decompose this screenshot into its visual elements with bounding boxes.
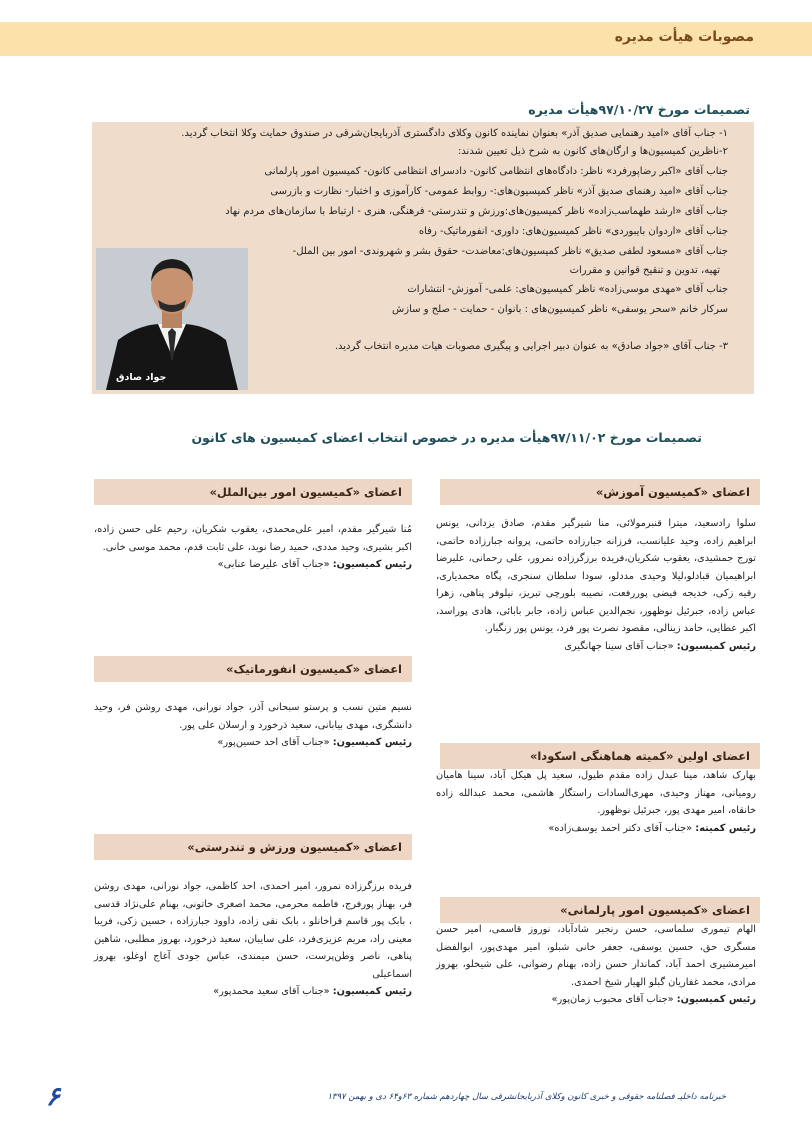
portrait-illustration <box>96 248 248 390</box>
international-commission-heading <box>94 479 412 505</box>
section1-line: ۳- جناب آقای «جواد صادق» به عنوان دبیر اجرایی و پیگیری مصوبات هیات مدیره انتخاب گردید. <box>334 341 728 352</box>
members-text: مُنا شیرگیر مقدم، امیر علی‌محمدی، یعقوب شکریان، رحیم علی حسن زاده، اکبر بشیری، وحید مددی، حمید رضا نوید، علی ثابت قدم، محمد موسی خانی. <box>94 524 412 553</box>
chair-label: رئیس کمیته: <box>695 822 756 834</box>
parliamentary-commission-heading <box>440 897 760 923</box>
chair-value: «جناب آقای علیرضا عنابی» <box>217 559 330 570</box>
members-text: نسیم متین نسب و پرستو سبحانی آذر، جواد نورانی، مهدی روشن فر، وحید دانشگری، مهدی بیابانی، سعید ذرخورد و ارسلان علی پور. <box>94 702 412 731</box>
members-text: بهارک شاهد، مینا عبدل زاده مقدم طیول، سعید پل هیکل آباد، سینا هامیان رومیانی، مهناز وحیدی، مهری‌السادات راستگار هاشمی، محمد عبدالله زاده خانقاه، امیر مهدی پور، جبرئیل نوظهور. <box>436 770 756 816</box>
chair-label: رئیس کمیسیون: <box>676 994 756 1005</box>
education-members <box>436 515 756 655</box>
chair-label: رئیس کمیسیون: <box>332 559 412 570</box>
section1-line: تهیه، تدوین و تنقیح قوانین و مقررات <box>569 265 720 276</box>
section1-line: جناب آقای «اکبر رضاپورفرد» ناظر: دادگاه‌های انتظامی کانون- دادسرای انتظامی کانون- کمیسیون امور پارلمانی <box>264 166 728 177</box>
portrait-photo <box>96 248 248 390</box>
chair-value: «جناب آقای محبوب زمان‌پور» <box>551 994 674 1005</box>
heading-text: اعضای «کمیسیون امور پارلمانی» <box>560 903 750 917</box>
heading-text: اعضای «کمیسیون انفورماتیک» <box>226 662 402 676</box>
informatics-commission-heading <box>94 656 412 682</box>
section1-line: ۲-ناظرین کمیسیون‌ها و ارگان‌های کانون به شرح ذیل تعیین شدند: <box>457 146 728 157</box>
section2-title: تصمیمات مورخ ۹۷/۱۱/۰۲هیأت مدیره در خصوص انتخاب اعضای کمیسیون های کانون <box>191 430 702 445</box>
header-bar <box>0 22 812 56</box>
header-title: مصوبات هیأت مدیره <box>614 29 754 45</box>
heading-text: اعضای «کمیسیون ورزش و تندرستی» <box>187 840 402 854</box>
chair-value: «جناب آقای سعید محمدپور» <box>213 986 330 997</box>
coordination-committee-heading <box>440 743 760 769</box>
education-commission-heading <box>440 479 760 505</box>
sports-members <box>94 878 412 1001</box>
chair-label: رئیس کمیسیون: <box>332 737 412 748</box>
heading-text: اعضای «کمیسیون آموزش» <box>595 485 750 499</box>
members-text: فریده برزگرزاده نمرور، امیر احمدی، احد کاظمی، جواد نورانی، مهدی روشن فر، بهناز پورفرج، فاطمه محرمی، محمد اصغری خاتونی، بهنام علی‌نژاد قدسی ، بابک پور قاسم قراخانلو ، بابک نقی زاده، داوود جبارزاده ، حسین زکی، فریبا معینی راد، مریم عزیزی‌فرد، علی سایبان، سعید ذرخورد، بهروز مطلبی، شاهین پناهی، ناصر وطن‌پرست، حسن میمندی، عباس جودی آغاج اوغلو، بهروز اسماعیلی <box>94 881 412 980</box>
footer-publication-info: خبرنامه داخلیـ فصلنامه حقوقی و خبری کانون وکلای آذربایجانشرقی سال چهاردهم شماره ۶۳و۶۴ دی و بهمن ۱۳۹۷ <box>327 1092 726 1102</box>
section1-line: جناب آقای «اردوان بایبوردی» ناظر کمیسیون‌های: داوری- انفورماتیک- رفاه <box>418 226 728 237</box>
sports-commission-heading <box>94 834 412 860</box>
heading-text: اعضای «کمیسیون امور بین‌الملل» <box>209 485 402 499</box>
section1-line: جناب آقای «ارشد طهماسب‌زاده» ناظر کمیسیون‌های:ورزش و تندرستی- فرهنگی، هنری - ارتباط با سازمان‌های مردم نهاد <box>225 206 728 217</box>
section1-line: سرکار خانم «سحر یوسفی» ناظر کمیسیون‌های : بانوان - حمایت - صلح و سازش <box>392 304 728 315</box>
section1-line: ۱- جناب آقای «امید رهنمایی صدیق آذر» بعنوان نماینده کانون وکلای دادگستری آذربایجان‌شرقی در صندوق حمایت وکلا انتخاب گردید. <box>181 128 728 139</box>
coordination-members <box>436 767 756 837</box>
heading-text: اعضای اولین «کمیته هماهنگی اسکودا» <box>529 749 750 763</box>
international-members <box>94 521 412 574</box>
section1-line: جناب آقای «امید رهنمای صدیق آذر» ناظر کمیسیون‌های:- روابط عمومی- کارآموزی و اختبار- نظارت و بازرسی <box>270 186 728 197</box>
section1-line: جناب آقای «مهدی موسی‌زاده» ناظر کمیسیون‌های: علمی- آموزش- انتشارات <box>407 284 728 295</box>
informatics-members <box>94 699 412 752</box>
members-text: سلوا رادسعید، میترا قنبرمولائی، منا شیرگیر مقدم، صادق یزدانی، یونس ابراهیم زاده، وحید علیانسب، فرزانه جبارزاده حاتمی، پروانه جبارزاده حاتمی، تورج جمشیدی، یعقوب شکریان،فریده برزگرزاده نمرور، علی رحمانی، علیرضا ابراهیمیان قبادلو،لیلا وحیدی مددلو، سودا سلطان سنجری، پگاه محمدیاری، رقیه زکی، خدیجه فیضی پوررفعت، نصیبه بلورچی تبریز، نیلوفر پناهی، زهرا عباس زاده، جبرئیل نوظهور، نجم‌الدین عباس زاده، جابر بابائی، هادی پوراسد، اکبر عطایی، حامد زینالی، مقصود نصرت پور فرد، یونس پور زنگبار. <box>436 518 756 634</box>
chair-value: «جناب آقای سینا جهانگیری <box>564 640 674 652</box>
section1-title: تصمیمات مورخ ۹۷/۱۰/۲۷هیأت مدیره <box>528 102 750 117</box>
chair-value: «جناب آقای دکتر احمد یوسف‌زاده» <box>548 822 693 834</box>
page-number: ۶ <box>46 1082 60 1112</box>
members-text: الهام تیموری سلماسی، حسن رنجبر شادآباد، نوروز قاسمی، امیر حسن مسگری حق، حسین یوسفی، جعفر خانی شبلو، امیر مهدی‌پور، ابوالفضل امیرمشیری احمد آباد، کماندار حسن زاده، بهنام رضوانی، علی شیخلو، بهروز مرادی، محمد غفاریان گبلو الهیار شیخ احمدی. <box>436 924 756 988</box>
chair-value: «جناب آقای احد حسین‌پور» <box>217 737 330 748</box>
parliamentary-members <box>436 921 756 1009</box>
chair-label: رئیس کمیسیون: <box>332 986 412 997</box>
chair-label: رئیس کمیسیون: <box>676 640 756 652</box>
portrait-caption: جواد صادق <box>116 372 167 383</box>
section1-line: جناب آقای «مسعود لطفی صدیق» ناظر کمیسیون‌های:معاضدت- حقوق بشر و شهروندی- امور بین الملل- <box>292 246 728 257</box>
